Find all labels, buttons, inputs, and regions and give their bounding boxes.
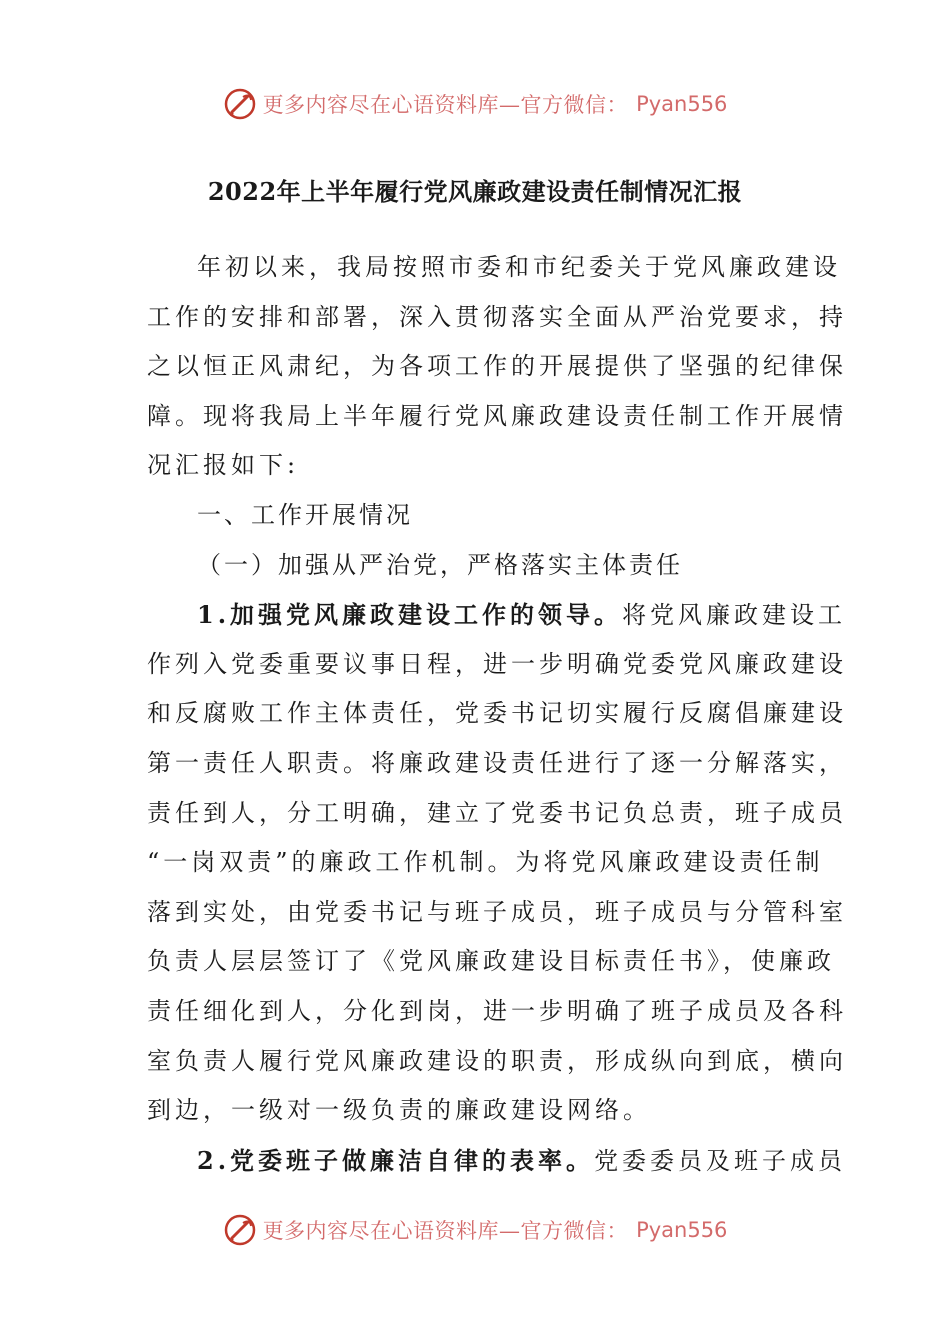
paragraph-line: 况汇报如下: [147,451,300,480]
item-1-first-line [147,590,847,640]
document-body [147,243,847,1185]
paragraph-line: “一岗双责”的廉政工作机制。为将党风廉政建设责任制 [147,848,824,877]
paragraph-line: 第一责任人职责。将廉政建设责任进行了逐一分解落实， [147,748,847,777]
watermark-header [0,82,950,126]
pen-circle-logo [223,87,257,121]
paragraph-line: 障。现将我局上半年履行党风廉政建设责任制工作开展情 [147,401,847,430]
item-2-first-line [147,1136,847,1186]
watermark-footer [0,1208,950,1252]
watermark-text: 更多内容尽在心语资料库—官方微信： [262,1219,629,1243]
watermark-text: 更多内容尽在心语资料库—官方微信： [262,93,629,117]
item-2-first-line-rest: 党委委员及班子成员 [594,1146,847,1175]
paragraph-line: 和反腐败工作主体责任，党委书记切实履行反腐倡廉建设 [147,699,847,728]
paragraph-line: 落到实处，由党委书记与班子成员，班子成员与分管科室 [147,897,847,926]
paragraph-line: 责任到人，分工明确，建立了党委书记负总责，班子成员 [147,798,847,827]
item-1-lead: 1.加强党风廉政建设工作的领导。 [197,600,623,630]
paragraph-line: 年初以来，我局按照市委和市纪委关于党风廉政建设 [197,253,841,281]
paragraph-line: 到边，一级对一级负责的廉政建设网络。 [147,1096,651,1125]
paragraph-line: 负责人层层签订了《党风廉政建设目标责任书》，使廉政 [147,947,835,976]
section-heading: 一、工作开展情况 [197,500,413,529]
paragraph-line: 作列入党委重要议事日程，进一步明确党委党风廉政建设 [147,649,847,678]
subsection-heading: （一）加强从严治党，严格落实主体责任 [197,550,683,579]
item-2-lead: 2.党委班子做廉洁自律的表率。 [197,1145,595,1175]
watermark-wechat-id: Pyan556 [636,92,728,116]
paragraph-line: 之以恒正风肃纪，为各项工作的开展提供了坚强的纪律保 [147,352,847,381]
item-1-first-line-rest: 将党风廉政建设工 [622,601,847,630]
paragraph-line: 室负责人履行党风廉政建设的职责，形成纵向到底，横向 [147,1046,847,1075]
document-title: 2022年上半年履行党风廉政建设责任制情况汇报 [207,177,743,206]
paragraph-line: 责任细化到人，分化到岗，进一步明确了班子成员及各科 [147,996,847,1025]
watermark-wechat-id: Pyan556 [636,1218,728,1242]
pen-circle-logo [223,1213,257,1247]
paragraph-line: 工作的安排和部署，深入贯彻落实全面从严治党要求，持 [147,302,847,331]
